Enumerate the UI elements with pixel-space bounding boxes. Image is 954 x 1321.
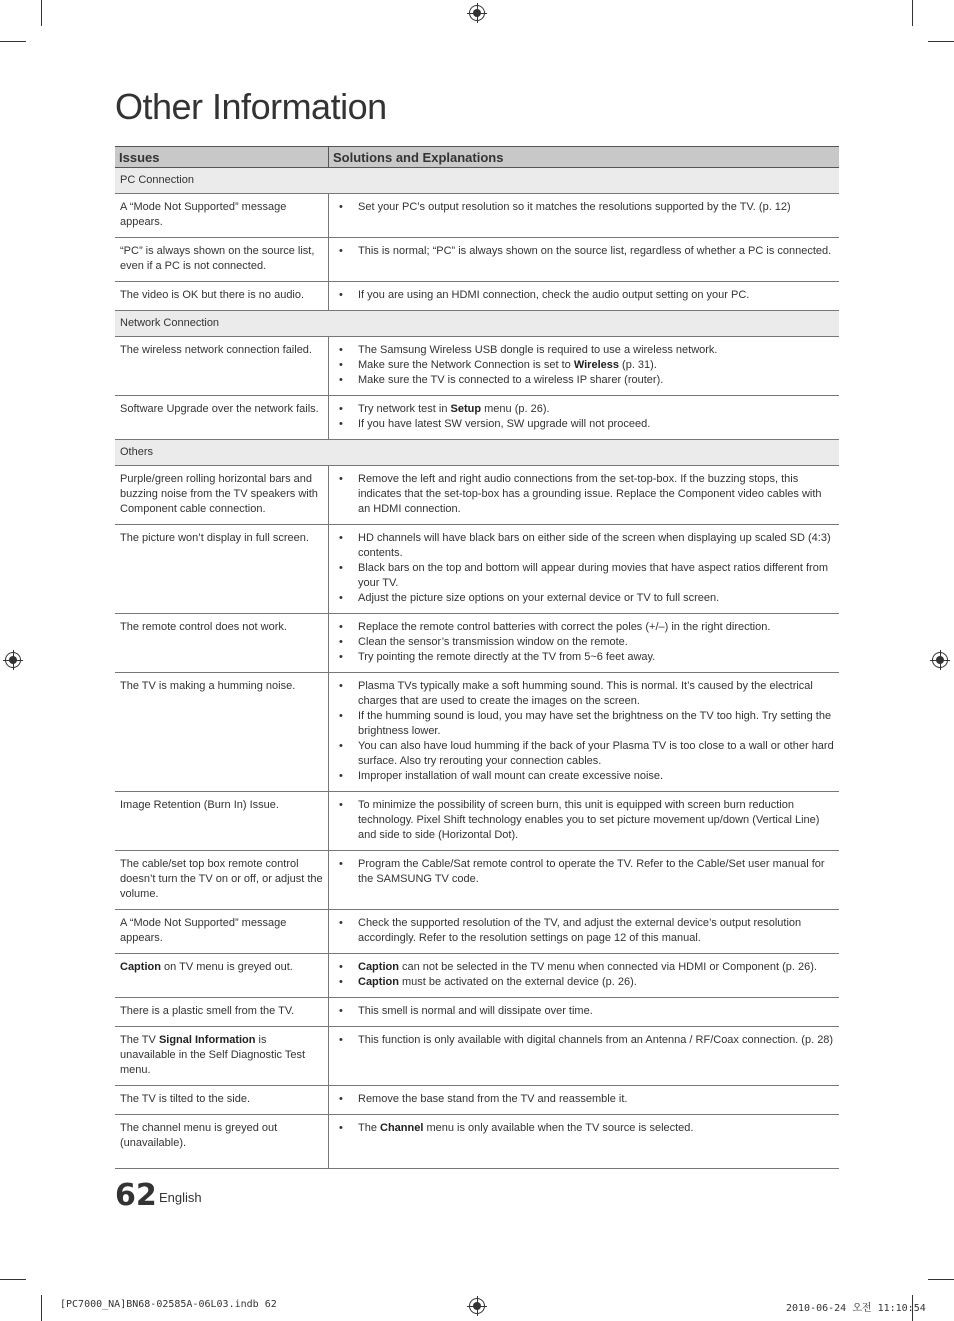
- solution-list: [334, 244, 835, 259]
- solution-list: [334, 402, 835, 432]
- table-row: [115, 396, 839, 440]
- solution-item: • Try network test in Setup menu (p. 26).: [358, 402, 835, 417]
- registration-mark-icon: [5, 652, 21, 668]
- issue-cell: The wireless network connection failed.: [115, 337, 329, 396]
- solution-item: • This smell is normal and will dissipate over time.: [358, 1004, 835, 1019]
- registration-mark-icon: [469, 5, 485, 21]
- crop-mark: [928, 41, 954, 42]
- crop-mark: [912, 0, 913, 26]
- solution-item: • This function is only available with digital channels from an Antenna / RF/Coax connection. (p. 28): [358, 1033, 835, 1048]
- table-row: [115, 910, 839, 954]
- solution-cell: [329, 792, 840, 851]
- solution-item: • HD channels will have black bars on either side of the screen when displaying up scaled SD (4:3) contents.: [358, 531, 835, 561]
- issue-cell: The picture won’t display in full screen.: [115, 525, 329, 614]
- solution-item: • You can also have loud humming if the back of your Plasma TV is too close to a wall or other hard surface. Also try rerouting your connection cables.: [358, 739, 835, 769]
- solution-list: [334, 531, 835, 606]
- table-row: [115, 337, 839, 396]
- page-title: Other Information: [115, 86, 387, 127]
- solution-cell: [329, 1086, 840, 1115]
- solution-cell: [329, 194, 840, 238]
- solution-list: [334, 1121, 835, 1136]
- issue-cell: A “Mode Not Supported” message appears.: [115, 194, 329, 238]
- table-row: [115, 673, 839, 792]
- table-row: [115, 238, 839, 282]
- table-row: [115, 194, 839, 238]
- solution-list: [334, 620, 835, 665]
- issue-cell: The TV is tilted to the side.: [115, 1086, 329, 1115]
- solution-item: • To minimize the possibility of screen burn, this unit is equipped with screen burn reduction technology. Pixel Shift technology enables you to set picture movement up/down (Vertical Line) and side to side (Horizontal Dot).: [358, 798, 835, 843]
- page-number: 62: [115, 1178, 157, 1213]
- solution-list: [334, 960, 835, 990]
- solution-list: [334, 1092, 835, 1107]
- solution-item: • Plasma TVs typically make a soft humming sound. This is normal. It’s caused by the electrical charges that are used to create the images on the screen.: [358, 679, 835, 709]
- solution-item: • Make sure the TV is connected to a wireless IP sharer (router).: [358, 373, 835, 388]
- table-row: [115, 998, 839, 1027]
- registration-mark-icon: [932, 652, 948, 668]
- solution-item: • Caption must be activated on the external device (p. 26).: [358, 975, 835, 990]
- table-header-row: [115, 147, 839, 168]
- table-row: [115, 851, 839, 910]
- page-language: English: [159, 1190, 202, 1205]
- crop-mark: [928, 1279, 954, 1280]
- solution-list: [334, 343, 835, 388]
- table-row: [115, 1115, 839, 1169]
- solution-cell: [329, 673, 840, 792]
- solution-item: • Black bars on the top and bottom will appear during movies that have aspect ratios different from your TV.: [358, 561, 835, 591]
- solution-cell: [329, 396, 840, 440]
- crop-mark: [41, 1295, 42, 1321]
- issue-cell: Image Retention (Burn In) Issue.: [115, 792, 329, 851]
- table-row: [115, 1027, 839, 1086]
- solution-item: • Adjust the picture size options on your external device or TV to full screen.: [358, 591, 835, 606]
- solution-cell: [329, 466, 840, 525]
- solution-list: [334, 1033, 835, 1048]
- issue-cell: A “Mode Not Supported” message appears.: [115, 910, 329, 954]
- issue-cell: Purple/green rolling horizontal bars and buzzing noise from the TV speakers with Component cable connection.: [115, 466, 329, 525]
- solution-item: • Clean the sensor’s transmission window on the remote.: [358, 635, 835, 650]
- solution-item: • Remove the base stand from the TV and reassemble it.: [358, 1092, 835, 1107]
- solution-cell: [329, 337, 840, 396]
- solution-list: [334, 857, 835, 887]
- table-row: [115, 954, 839, 998]
- issue-cell: The TV is making a humming noise.: [115, 673, 329, 792]
- troubleshooting-table: [115, 146, 839, 1169]
- solution-cell: [329, 910, 840, 954]
- issue-cell: The cable/set top box remote control doesn’t turn the TV on or off, or adjust the volume.: [115, 851, 329, 910]
- solution-item: • Improper installation of wall mount can create excessive noise.: [358, 769, 835, 784]
- registration-mark-icon: [469, 1298, 485, 1314]
- table-row: [115, 466, 839, 525]
- solution-item: • Try pointing the remote directly at the TV from 5~6 feet away.: [358, 650, 835, 665]
- crop-mark: [41, 0, 42, 26]
- solution-list: [334, 288, 835, 303]
- solution-item: • The Channel menu is only available when the TV source is selected.: [358, 1121, 835, 1136]
- solution-item: • Set your PC’s output resolution so it matches the resolutions supported by the TV. (p. 12): [358, 200, 835, 215]
- solution-cell: [329, 238, 840, 282]
- table-row: [115, 614, 839, 673]
- solution-list: [334, 472, 835, 517]
- solution-cell: [329, 614, 840, 673]
- issue-cell: The video is OK but there is no audio.: [115, 282, 329, 311]
- solution-cell: [329, 1027, 840, 1086]
- solution-item: • The Samsung Wireless USB dongle is required to use a wireless network.: [358, 343, 835, 358]
- table-row: [115, 525, 839, 614]
- solutions-column-header: Solutions and Explanations: [329, 147, 840, 168]
- issue-cell: The channel menu is greyed out (unavailable).: [115, 1115, 329, 1169]
- section-label: Network Connection: [115, 311, 839, 337]
- solution-cell: [329, 954, 840, 998]
- solution-item: • This is normal; “PC” is always shown on the source list, regardless of whether a PC is connected.: [358, 244, 835, 259]
- solution-item: • Replace the remote control batteries with correct the poles (+/–) in the right direction.: [358, 620, 835, 635]
- issue-cell: There is a plastic smell from the TV.: [115, 998, 329, 1027]
- solution-item: • Program the Cable/Sat remote control to operate the TV. Refer to the Cable/Set user manual for the SAMSUNG TV code.: [358, 857, 835, 887]
- print-slug-date: 2010-06-24 오전 11:10:54: [786, 1303, 926, 1314]
- solution-item: • Remove the left and right audio connections from the set-top-box. If the buzzing stops, this indicates that the set-top-box has a grounding issue. Replace the Component video cables with an HDMI connection.: [358, 472, 835, 517]
- solution-list: [334, 798, 835, 843]
- table-body: [115, 168, 839, 1169]
- table-row: [115, 282, 839, 311]
- print-slug-file: [PC7000_NA]BN68-02585A-06L03.indb 62: [60, 1299, 277, 1310]
- section-label: PC Connection: [115, 168, 839, 194]
- solution-cell: [329, 851, 840, 910]
- section-row: [115, 440, 839, 466]
- solution-list: [334, 679, 835, 784]
- solution-item: • If the humming sound is loud, you may have set the brightness on the TV too high. Try setting the brightness lower.: [358, 709, 835, 739]
- section-label: Others: [115, 440, 839, 466]
- section-row: [115, 311, 839, 337]
- issue-cell: Software Upgrade over the network fails.: [115, 396, 329, 440]
- solution-cell: [329, 282, 840, 311]
- solution-list: [334, 1004, 835, 1019]
- issue-cell: The remote control does not work.: [115, 614, 329, 673]
- crop-mark: [0, 1279, 26, 1280]
- solution-cell: [329, 1115, 840, 1169]
- solution-item: • Check the supported resolution of the TV, and adjust the external device’s output resolution accordingly. Refer to the resolution settings on page 12 of this manual.: [358, 916, 835, 946]
- solution-item: • Make sure the Network Connection is set to Wireless (p. 31).: [358, 358, 835, 373]
- table-row: [115, 1086, 839, 1115]
- issue-cell: The TV Signal Information is unavailable in the Self Diagnostic Test menu.: [115, 1027, 329, 1086]
- solution-item: • If you are using an HDMI connection, check the audio output setting on your PC.: [358, 288, 835, 303]
- solution-item: • Caption can not be selected in the TV menu when connected via HDMI or Component (p. 26).: [358, 960, 835, 975]
- solution-item: • If you have latest SW version, SW upgrade will not proceed.: [358, 417, 835, 432]
- issue-cell: Caption on TV menu is greyed out.: [115, 954, 329, 998]
- solution-list: [334, 916, 835, 946]
- solution-cell: [329, 525, 840, 614]
- issue-cell: “PC” is always shown on the source list, even if a PC is not connected.: [115, 238, 329, 282]
- crop-mark: [0, 41, 26, 42]
- solution-list: [334, 200, 835, 215]
- table-row: [115, 792, 839, 851]
- section-row: [115, 168, 839, 194]
- solution-cell: [329, 998, 840, 1027]
- issues-column-header: Issues: [115, 147, 329, 168]
